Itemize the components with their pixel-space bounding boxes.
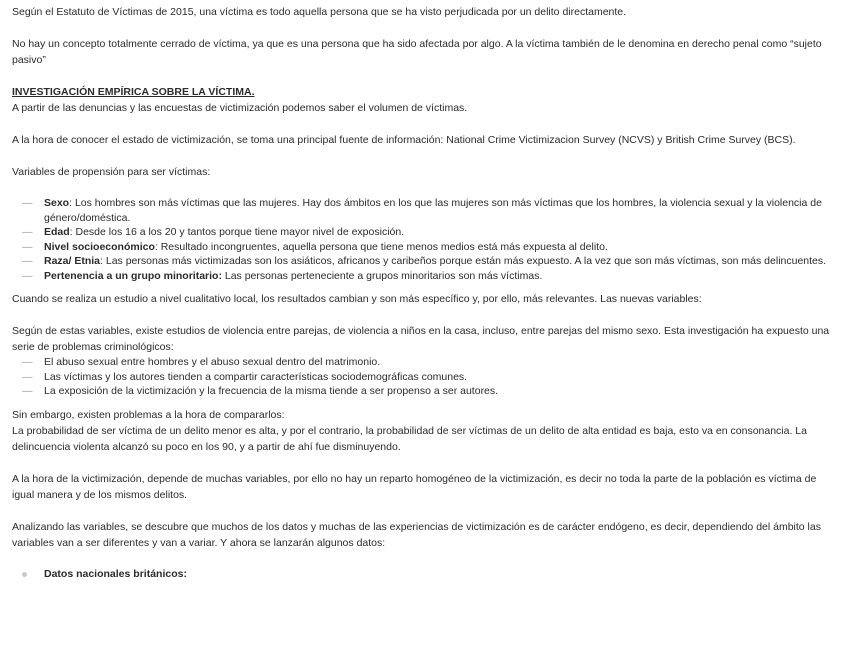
list-item: — Nivel socioeconómico: Resultado incongruentes, aquella persona que tiene menos medios está más expuesta al delito. <box>22 240 608 253</box>
variables-list <box>12 196 836 283</box>
dash-bullet-icon: — <box>22 269 33 282</box>
dash-bullet-icon: — <box>22 370 33 383</box>
paragraph-endogenous: Analizando las variables, se descubre que muchos de los datos y muchas de las experiencias de victimización es de carácter endógeno, es decir, dependiendo del ámbito las variables van a ser diferentes y van a variar. Y ahora se lanzarán algunos datos: <box>12 520 821 549</box>
paragraph-homogeneity: A la hora de la victimización, depende de muchas variables, por ello no hay un reparto homogéneo de la victimización, es decir no toda la parte de la población es víctima de igual manera y de los mismos delitos. <box>12 472 817 501</box>
dash-bullet-icon: — <box>22 240 33 253</box>
list-item: — Pertenencia a un grupo minoritario: Las personas perteneciente a grupos minoritarios son más víctimas. <box>22 269 543 282</box>
paragraph-sources: A partir de las denuncias y las encuestas de victimización podemos saber el volumen de víctimas. <box>12 102 468 114</box>
list-item: — El abuso sexual entre hombres y el abuso sexual dentro del matrimonio. <box>22 356 381 368</box>
dash-bullet-icon: — <box>22 385 33 397</box>
dash-bullet-icon: — <box>22 226 33 238</box>
paragraph-studies: Según de estas variables, existe estudios de violencia entre parejas, de violencia a niños en la casa, incluso, entre parejas del mismo sexo. Esta investigación ha expuesto una serie de problemas criminológicos: <box>12 325 830 353</box>
dash-bullet-icon: — <box>22 356 33 368</box>
dash-bullet-icon: — <box>22 197 33 209</box>
section-heading: INVESTIGACIÓN EMPÍRICA SOBRE LA VÍCTIMA. <box>12 86 255 98</box>
dash-bullet-icon: — <box>22 255 33 267</box>
dot-bullet-icon <box>22 572 27 577</box>
data-list <box>12 567 836 582</box>
paragraph-problems-intro: Sin embargo, existen problemas a la hora de compararlos: <box>12 408 285 421</box>
paragraph-qualitative: Cuando se realiza un estudio a nivel cualitativo local, los resultados cambian y son más específico y, por ello, más relevantes. Las nuevas variables: <box>12 293 702 305</box>
list-item: — La exposición de la victimización y la frecuencia de la misma tiende a ser propenso a ser autores. <box>22 385 499 397</box>
list-item: Datos nacionales británicos: <box>12 567 836 582</box>
paragraph-survey: A la hora de conocer el estado de victimización, se toma una principal fuente de información: National Crime Victimizacion Survey (NCVS) y British Crime Survey (BCS). <box>12 134 796 146</box>
list-item: — Raza/ Etnia: Las personas más victimizadas son los asiáticos, africanos y caribeños porque están más expuesto. A la vez que son más víctimas, son más delincuentes. <box>22 255 827 267</box>
problems-list <box>12 355 836 399</box>
paragraph-concept: No hay un concepto totalmente cerrado de víctima, ya que es una persona que ha sido afectada por algo. A la víctima también de le denomina en derecho penal como “sujeto pasivo” <box>12 38 822 66</box>
paragraph-variables-intro: Variables de propensión para ser víctimas: <box>12 166 211 178</box>
list-item: — Edad: Desde los 16 a los 20 y tantos porque tiene mayor nivel de exposición. <box>22 226 405 238</box>
paragraph-definition: Según el Estatuto de Víctimas de 2015, una víctima es todo aquella persona que se ha visto perjudicada por un delito directamente. <box>12 6 627 18</box>
paragraph-probability: La probabilidad de ser víctima de un delito menor es alta, y por el contrario, la probabilidad de ser víctimas de un delito de alta entidad es baja, esto va en consonancia. La delincuencia violenta alcanzó su poco en los 90, y a partir de ahí fue disminuyendo. <box>12 424 807 453</box>
list-item: — Sexo: Los hombres son más víctimas que las mujeres. Hay dos ámbitos en los que las mujeres son más víctimas que los hombres, la violencia sexual y la violencia de género/doméstica. <box>22 197 822 224</box>
list-item: — Las víctimas y los autores tienden a compartir características sociodemográficas comunes. <box>22 370 468 383</box>
